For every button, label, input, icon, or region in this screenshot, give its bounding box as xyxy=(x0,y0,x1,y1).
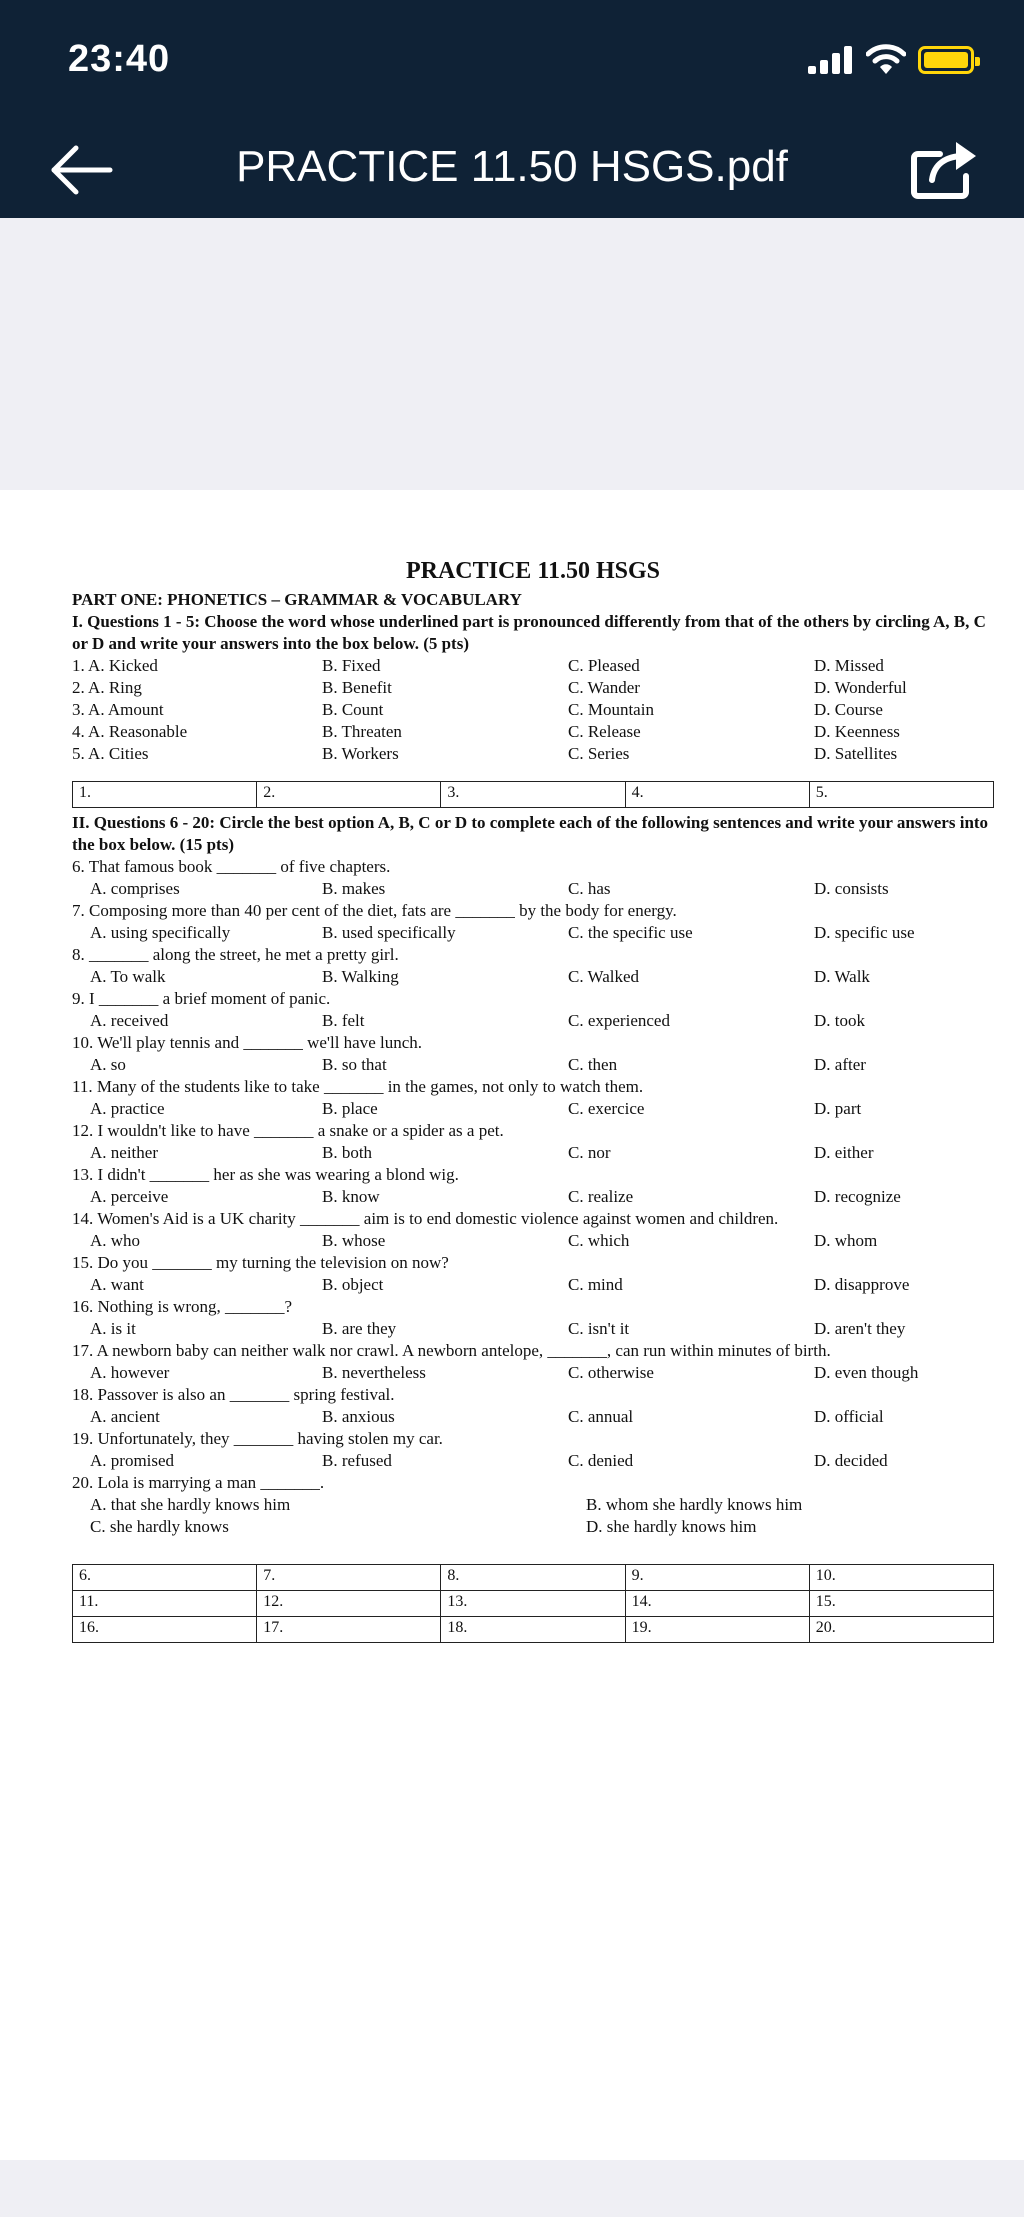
option: D. Walk xyxy=(814,967,870,986)
answer-cell: 16. xyxy=(73,1617,257,1643)
question-stem: 8. _______ along the street, he met a pretty girl. xyxy=(72,945,399,964)
section2-instructions: II. Questions 6 - 20: Circle the best option A, B, C or D to complete each of the following sentences and write your answers into the box below. (15 pts) xyxy=(72,813,989,854)
option: D. Course xyxy=(814,700,883,719)
options-row xyxy=(72,1494,994,1516)
option: C. annual xyxy=(568,1407,634,1426)
question-20 xyxy=(72,1472,994,1538)
option: D. she hardly knows him xyxy=(586,1517,757,1536)
question-stem: 13. I didn't _______ her as she was wearing a blond wig. xyxy=(72,1165,459,1184)
option: A. received xyxy=(90,1011,169,1030)
page-title: PRACTICE 11.50 HSGS xyxy=(405,558,661,584)
share-icon[interactable] xyxy=(906,134,980,202)
option: B. object xyxy=(322,1275,384,1294)
options-row xyxy=(72,1406,994,1428)
answer-cell: 13. xyxy=(441,1591,625,1617)
section1-instructions: I. Questions 1 - 5: Choose the word whose underlined part is pronounced differently from that of the others by circling A, B, C or D and write your answers into the box below. (5 pts) xyxy=(72,612,986,653)
option: C. exercice xyxy=(568,1099,645,1118)
phonetics-row xyxy=(72,655,994,677)
option: C. has xyxy=(568,879,611,898)
option: B. are they xyxy=(322,1319,397,1338)
option: 5. A. Cities xyxy=(72,744,149,763)
option: D. recognize xyxy=(814,1187,901,1206)
question-stem: 10. We'll play tennis and _______ we'll have lunch. xyxy=(72,1033,423,1052)
option: B. Threaten xyxy=(322,722,402,741)
option: D. Satellites xyxy=(814,744,898,763)
option: C. Release xyxy=(568,722,641,741)
option: D. either xyxy=(814,1143,874,1162)
option: B. Count xyxy=(322,700,384,719)
option: B. felt xyxy=(322,1011,365,1030)
question-stem: 6. That famous book _______ of five chapters. xyxy=(72,857,391,876)
option: B. whom she hardly knows him xyxy=(586,1495,803,1514)
option: D. part xyxy=(814,1099,862,1118)
option: D. decided xyxy=(814,1451,888,1470)
options-row xyxy=(72,1010,994,1032)
option: B. Workers xyxy=(322,744,399,763)
answer-box-2 xyxy=(72,1564,994,1643)
option: D. consists xyxy=(814,879,889,898)
option: A. practice xyxy=(90,1099,165,1118)
answer-cell: 14. xyxy=(625,1591,809,1617)
answer-cell: 20. xyxy=(809,1617,993,1643)
options-row xyxy=(72,1362,994,1384)
option: C. denied xyxy=(568,1451,634,1470)
nav-bar xyxy=(0,118,1024,218)
question-stem: 12. I wouldn't like to have _______ a snake or a spider as a pet. xyxy=(72,1121,504,1140)
option: B. refused xyxy=(322,1451,392,1470)
question-item xyxy=(72,1340,994,1384)
battery-level xyxy=(924,52,968,68)
question-stem: 16. Nothing is wrong, _______? xyxy=(72,1297,293,1316)
question-stem: 9. I _______ a brief moment of panic. xyxy=(72,989,331,1008)
options-row xyxy=(72,1450,994,1472)
option: B. Benefit xyxy=(322,678,392,697)
option: D. Wonderful xyxy=(814,678,907,697)
option: A. comprises xyxy=(90,879,180,898)
option: C. Mountain xyxy=(568,700,654,719)
pdf-viewer[interactable] xyxy=(0,218,1024,2217)
status-time: 23:40 xyxy=(68,38,171,80)
option: C. then xyxy=(568,1055,618,1074)
answer-cell: 19. xyxy=(625,1617,809,1643)
question-stem: 20. Lola is marrying a man _______. xyxy=(72,1473,325,1492)
option: B. so that xyxy=(322,1055,387,1074)
battery-icon xyxy=(918,46,974,74)
question-item xyxy=(72,1428,994,1472)
answer-cell: 17. xyxy=(257,1617,441,1643)
options-row xyxy=(72,1186,994,1208)
option: A. ancient xyxy=(90,1407,160,1426)
option: A. perceive xyxy=(90,1187,169,1206)
option: 2. A. Ring xyxy=(72,678,142,697)
option: A. want xyxy=(90,1275,144,1294)
option: D. disapprove xyxy=(814,1275,910,1294)
answer-cell: 3. xyxy=(441,782,625,808)
option: D. Keenness xyxy=(814,722,900,741)
question-item xyxy=(72,900,994,944)
option: A. however xyxy=(90,1363,170,1382)
option: B. nevertheless xyxy=(322,1363,426,1382)
phonetics-row xyxy=(72,677,994,699)
answer-cell: 6. xyxy=(73,1565,257,1591)
answer-cell: 15. xyxy=(809,1591,993,1617)
option: 4. A. Reasonable xyxy=(72,722,188,741)
option: 3. A. Amount xyxy=(72,700,164,719)
question-item xyxy=(72,856,994,900)
question-stem: 18. Passover is also an _______ spring festival. xyxy=(72,1385,395,1404)
option: C. experienced xyxy=(568,1011,670,1030)
options-row xyxy=(72,966,994,988)
question-stem: 14. Women's Aid is a UK charity _______ aim is to end domestic violence against women and children. xyxy=(72,1209,779,1228)
answer-cell: 9. xyxy=(625,1565,809,1591)
option: 1. A. Kicked xyxy=(72,656,158,675)
answer-box-1 xyxy=(72,781,994,808)
option: D. whom xyxy=(814,1231,878,1250)
answer-cell: 8. xyxy=(441,1565,625,1591)
phonetics-row xyxy=(72,699,994,721)
document-title: PRACTICE 11.50 HSGS.pdf xyxy=(236,142,788,191)
answer-cell: 4. xyxy=(625,782,809,808)
option: A. who xyxy=(90,1231,141,1250)
answer-cell: 12. xyxy=(257,1591,441,1617)
option: D. specific use xyxy=(814,923,915,942)
option: C. the specific use xyxy=(568,923,693,942)
option: C. nor xyxy=(568,1143,611,1162)
option: A. is it xyxy=(90,1319,136,1338)
question-item xyxy=(72,1120,994,1164)
options-row xyxy=(72,922,994,944)
question-item xyxy=(72,988,994,1032)
question-stem: 17. A newborn baby can neither walk nor crawl. A newborn antelope, _______, can run within minutes of birth. xyxy=(72,1341,831,1360)
question-item xyxy=(72,1032,994,1076)
phonetics-list xyxy=(72,655,994,765)
option: C. otherwise xyxy=(568,1363,654,1382)
option: B. place xyxy=(322,1099,378,1118)
option: B. anxious xyxy=(322,1407,395,1426)
options-row xyxy=(72,1230,994,1252)
answer-cell: 10. xyxy=(809,1565,993,1591)
option: C. Walked xyxy=(568,967,640,986)
options-row xyxy=(72,1098,994,1120)
phonetics-row xyxy=(72,743,994,765)
question-stem: 19. Unfortunately, they _______ having stolen my car. xyxy=(72,1429,443,1448)
option: A. that she hardly knows him xyxy=(90,1495,291,1514)
question-stem: 7. Composing more than 40 per cent of the diet, fats are _______ by the body for energy. xyxy=(72,901,677,920)
option: B. Fixed xyxy=(322,656,381,675)
answer-cell: 2. xyxy=(257,782,441,808)
option: B. makes xyxy=(322,879,386,898)
option: C. she hardly knows xyxy=(90,1517,229,1536)
battery-tip xyxy=(975,57,980,66)
options-row xyxy=(72,1318,994,1340)
option: D. after xyxy=(814,1055,866,1074)
option: B. know xyxy=(322,1187,380,1206)
back-arrow-icon[interactable] xyxy=(46,138,116,202)
options-row xyxy=(72,1142,994,1164)
option: D. Missed xyxy=(814,656,884,675)
question-stem: 15. Do you _______ my turning the television on now? xyxy=(72,1253,449,1272)
option: C. Pleased xyxy=(568,656,640,675)
option: A. neither xyxy=(90,1143,158,1162)
option: B. whose xyxy=(322,1231,386,1250)
option: B. both xyxy=(322,1143,373,1162)
pdf-page xyxy=(0,490,1024,2160)
question-item xyxy=(72,944,994,988)
option: D. even though xyxy=(814,1363,919,1382)
options-row xyxy=(72,1274,994,1296)
answer-cell: 1. xyxy=(73,782,257,808)
option: B. Walking xyxy=(322,967,399,986)
options-row xyxy=(72,1054,994,1076)
question-item xyxy=(72,1252,994,1296)
option: C. Wander xyxy=(568,678,640,697)
option: C. which xyxy=(568,1231,630,1250)
option: D. aren't they xyxy=(814,1319,906,1338)
option: C. realize xyxy=(568,1187,634,1206)
option: A. promised xyxy=(90,1451,175,1470)
option: C. mind xyxy=(568,1275,623,1294)
option: A. so xyxy=(90,1055,126,1074)
question-item xyxy=(72,1164,994,1208)
phonetics-row xyxy=(72,721,994,743)
options-row xyxy=(72,878,994,900)
options-row xyxy=(72,1516,994,1538)
wifi-icon xyxy=(866,42,906,76)
option: A. To walk xyxy=(90,967,166,986)
document-content xyxy=(72,558,994,1647)
option: B. used specifically xyxy=(322,923,456,942)
status-bar xyxy=(0,0,1024,118)
option: C. Series xyxy=(568,744,630,763)
answer-cell: 7. xyxy=(257,1565,441,1591)
answer-cell: 5. xyxy=(809,782,993,808)
question-item xyxy=(72,1296,994,1340)
option: D. official xyxy=(814,1407,884,1426)
question-list xyxy=(72,856,994,1472)
option: A. using specifically xyxy=(90,923,231,942)
answer-cell: 11. xyxy=(73,1591,257,1617)
option: D. took xyxy=(814,1011,865,1030)
option: C. isn't it xyxy=(568,1319,630,1338)
part-one-heading: PART ONE: PHONETICS – GRAMMAR & VOCABULARY xyxy=(72,590,522,609)
question-stem: 11. Many of the students like to take _______ in the games, not only to watch them. xyxy=(72,1077,644,1096)
question-item xyxy=(72,1208,994,1252)
answer-cell: 18. xyxy=(441,1617,625,1643)
question-item xyxy=(72,1384,994,1428)
question-item xyxy=(72,1076,994,1120)
cellular-signal-icon xyxy=(806,46,858,74)
